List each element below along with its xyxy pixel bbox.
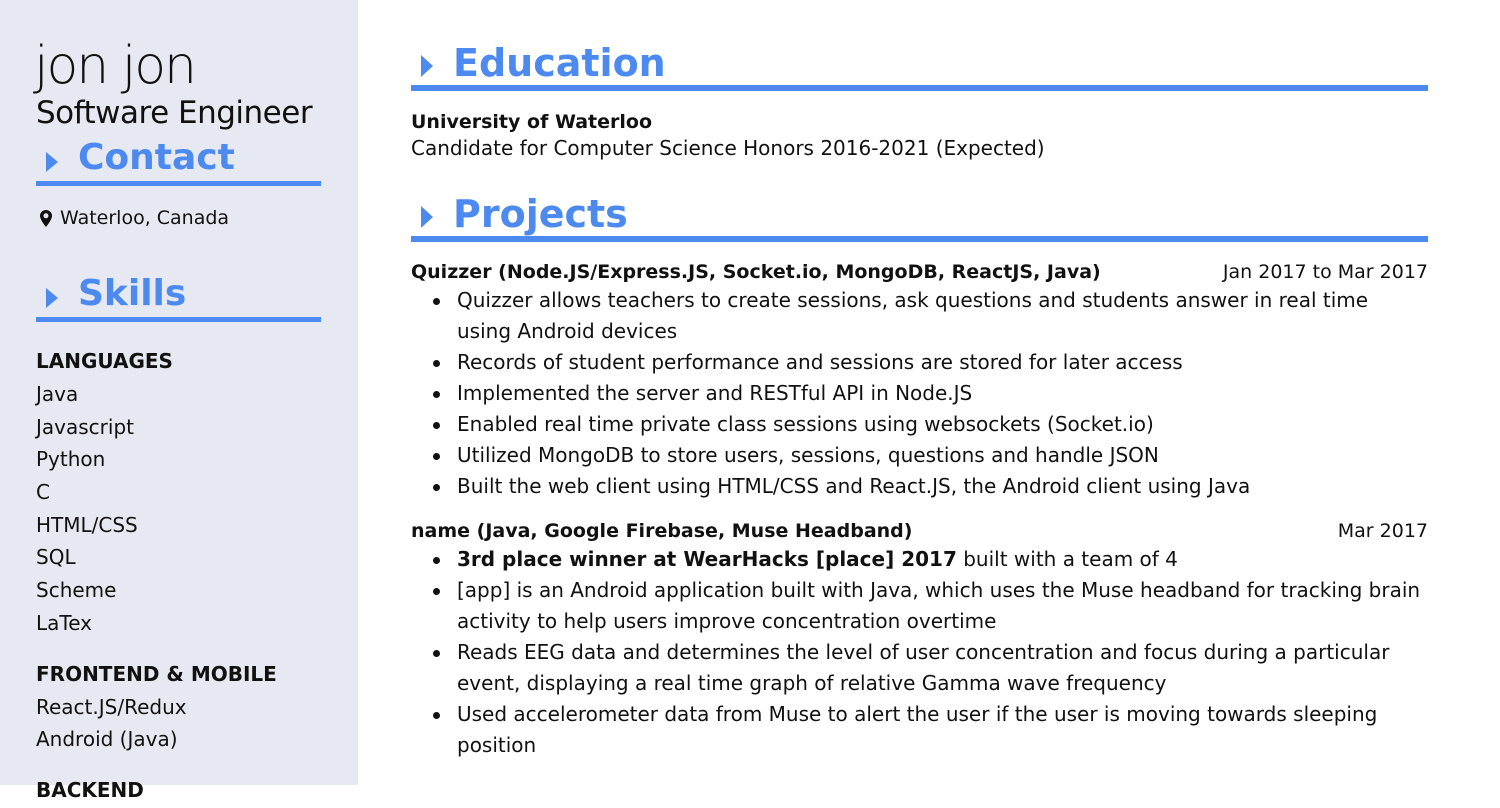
award-rest: built with a team of 4: [956, 547, 1178, 571]
skill-item: SQL: [36, 545, 76, 570]
list-item: Records of student performance and sessions are stored for later access: [431, 347, 1428, 378]
skill-item: Android (Java): [36, 727, 178, 752]
skills-heading: [36, 272, 321, 322]
sidebar: [0, 0, 358, 802]
project-bullets: [431, 285, 1428, 502]
contact-heading-label: Contact: [78, 137, 235, 178]
list-item: Utilized MongoDB to store users, sessions, questions and handle JSON: [431, 440, 1428, 471]
skill-item: React.JS/Redux: [36, 694, 187, 719]
caret-right-icon: [46, 152, 58, 172]
skill-category: FRONTEND & MOBILE: [36, 661, 277, 686]
project-date: Mar 2017: [1337, 520, 1428, 542]
skill-category: BACKEND: [36, 777, 144, 802]
skill-item: Javascript: [36, 414, 134, 439]
caret-right-icon: [421, 206, 433, 228]
program: Candidate for Computer Science Honors 2016-2021 (Expected): [411, 136, 1045, 160]
project-title: Quizzer (Node.JS/Express.JS, Socket.io, MongoDB, ReactJS, Java): [411, 261, 1101, 283]
list-item: Implemented the server and RESTful API in Node.JS: [431, 378, 1428, 409]
skill-item: HTML/CSS: [36, 512, 138, 537]
caret-right-icon: [421, 55, 433, 77]
skill-item: LaTex: [36, 610, 93, 635]
map-pin-icon: [40, 210, 52, 227]
list-item: [app] is an Android application built with Java, which uses the Muse headband for tracking brain activity to help users improve concentration overtime: [431, 575, 1428, 637]
projects-heading: [411, 192, 1428, 242]
skills-heading-label: Skills: [78, 273, 187, 314]
list-item: Reads EEG data and determines the level of user concentration and focus during a particular event, displaying a real time graph of relative Gamma wave frequency: [431, 637, 1428, 699]
contact-heading: [36, 136, 321, 186]
project-name: [411, 518, 1428, 761]
job-title: Software Engineer: [36, 95, 313, 131]
candidate-name: jon jon: [34, 36, 195, 96]
project-date: Jan 2017 to Mar 2017: [1222, 261, 1428, 283]
skill-item: Scheme: [36, 578, 117, 603]
education-heading: [411, 41, 1428, 91]
award-text: 3rd place winner at WearHacks [place] 2017: [457, 547, 957, 571]
project-title: name (Java, Google Firebase, Muse Headband): [411, 520, 913, 542]
caret-right-icon: [46, 288, 58, 308]
list-item: Enabled real time private class sessions using websockets (Socket.io): [431, 409, 1428, 440]
location-text: Waterloo, Canada: [60, 207, 230, 229]
skills-list: [36, 346, 277, 808]
skill-item: Python: [36, 447, 106, 472]
project-quizzer: [411, 259, 1428, 502]
list-item: Used accelerometer data from Muse to alert the user if the user is moving towards sleeping position: [431, 699, 1428, 761]
list-item: Quizzer allows teachers to create sessions, ask questions and students answer in real time using Android devices: [431, 285, 1428, 347]
skill-item: Java: [36, 382, 79, 406]
education-heading-label: Education: [453, 41, 666, 85]
list-item: Built the web client using HTML/CSS and React.JS, the Android client using Java: [431, 471, 1428, 502]
location: [40, 207, 229, 229]
list-item: [431, 544, 1428, 575]
skill-item: C: [36, 480, 50, 505]
projects-heading-label: Projects: [453, 192, 628, 236]
school-name: University of Waterloo: [411, 111, 653, 133]
project-bullets: [431, 544, 1428, 761]
skill-category: LANGUAGES: [36, 349, 173, 373]
main-content: [411, 0, 1428, 761]
